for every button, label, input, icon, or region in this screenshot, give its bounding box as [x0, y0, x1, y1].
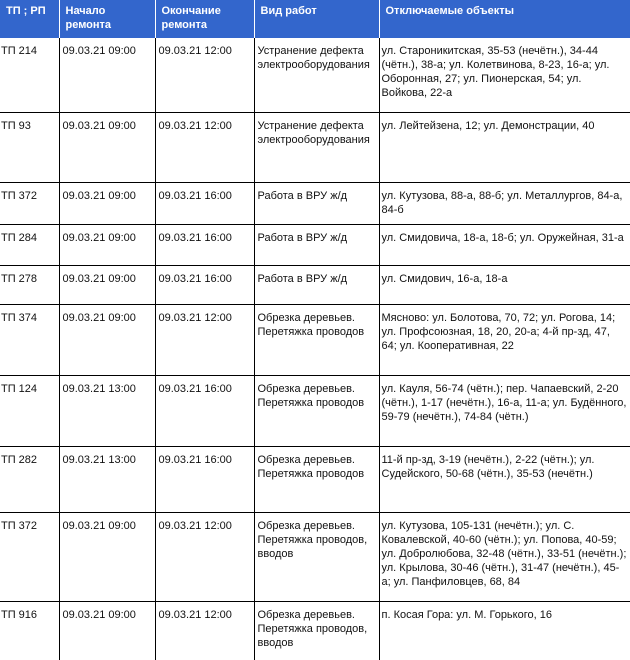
cell-start: 09.03.21 09:00: [59, 601, 155, 660]
cell-work: Устранение дефекта электрооборудования: [254, 38, 379, 112]
cell-tp: ТП 124: [0, 375, 59, 446]
table-row: [0, 375, 630, 446]
cell-objects: Мясново: ул. Болотова, 70, 72; ул. Рогова, 14; ул. Профсоюзная, 18, 20, 20-а; 4-й пр-зд, 47, 64; ул. Кооперативная, 22: [379, 304, 630, 375]
table-row: [0, 601, 630, 660]
table-row: [0, 224, 630, 265]
table-row: [0, 446, 630, 512]
cell-tp: ТП 282: [0, 446, 59, 512]
cell-objects: ул. Кауля, 56-74 (чётн.); пер. Чапаевский, 2-20 (чётн.), 1-17 (нечётн.), 16-а, 11-а; ул. Будённого, 59-79 (нечётн.), 74-84 (чётн.): [379, 375, 630, 446]
cell-objects: ул. Лейтейзена, 12; ул. Демонстрации, 40: [379, 112, 630, 182]
cell-start: 09.03.21 09:00: [59, 182, 155, 224]
cell-tp: ТП 372: [0, 512, 59, 601]
cell-objects: ул. Смидовича, 18-а, 18-б; ул. Оружейная, 31-а: [379, 224, 630, 265]
cell-work: Устранение дефекта электрооборудования: [254, 112, 379, 182]
table-row: [0, 182, 630, 224]
cell-end: 09.03.21 12:00: [155, 512, 254, 601]
cell-end: 09.03.21 16:00: [155, 375, 254, 446]
cell-start: 09.03.21 09:00: [59, 512, 155, 601]
cell-work: Работа в ВРУ ж/д: [254, 182, 379, 224]
cell-objects: ул. Кутузова, 105-131 (нечётн.); ул. С. Ковалевской, 40-60 (чётн.); ул. Попова, 40-59; ул. Добролюбова, 32-48 (чётн.), 33-51 (нечётн.); ул. Крылова, 30-46 (чётн.), 31-47 (нечётн.), 45-а; ул. Панфиловцев, 68, 84: [379, 512, 630, 601]
cell-end: 09.03.21 16:00: [155, 224, 254, 265]
cell-work: Работа в ВРУ ж/д: [254, 265, 379, 304]
cell-start: 09.03.21 09:00: [59, 304, 155, 375]
cell-work: Обрезка деревьев. Перетяжка проводов: [254, 446, 379, 512]
cell-start: 09.03.21 13:00: [59, 375, 155, 446]
cell-objects: 11-й пр-зд, 3-19 (нечётн.), 2-22 (чётн.); ул. Судейского, 50-68 (чётн.), 35-53 (нечётн.): [379, 446, 630, 512]
header-end: Окончание ремонта: [155, 0, 254, 38]
table-row: [0, 38, 630, 112]
table-header: [0, 0, 630, 38]
cell-start: 09.03.21 09:00: [59, 112, 155, 182]
cell-work: Обрезка деревьев. Перетяжка проводов: [254, 375, 379, 446]
cell-tp: ТП 278: [0, 265, 59, 304]
cell-end: 09.03.21 16:00: [155, 446, 254, 512]
cell-tp: ТП 374: [0, 304, 59, 375]
header-objects: Отключаемые объекты: [379, 0, 630, 38]
cell-work: Обрезка деревьев. Перетяжка проводов, вводов: [254, 601, 379, 660]
table-row: [0, 512, 630, 601]
header-tp: ТП ; РП: [0, 0, 59, 38]
cell-end: 09.03.21 12:00: [155, 304, 254, 375]
cell-work: Работа в ВРУ ж/д: [254, 224, 379, 265]
cell-objects: ул. Кутузова, 88-а, 88-б; ул. Металлургов, 84-а, 84-б: [379, 182, 630, 224]
cell-tp: ТП 93: [0, 112, 59, 182]
table-row: [0, 265, 630, 304]
cell-tp: ТП 214: [0, 38, 59, 112]
cell-end: 09.03.21 12:00: [155, 601, 254, 660]
cell-end: 09.03.21 16:00: [155, 265, 254, 304]
cell-objects: ул. Староникитская, 35-53 (нечётн.), 34-44 (чётн.), 38-а; ул. Колетвинова, 8-23, 16-а; ул. Оборонная, 27; ул. Пионерская, 54; ул. Войкова, 22-а: [379, 38, 630, 112]
table-row: [0, 112, 630, 182]
cell-start: 09.03.21 09:00: [59, 224, 155, 265]
cell-end: 09.03.21 12:00: [155, 112, 254, 182]
cell-objects: п. Косая Гора: ул. М. Горького, 16: [381, 608, 552, 621]
cell-start: 09.03.21 09:00: [59, 265, 155, 304]
cell-end: 09.03.21 16:00: [155, 182, 254, 224]
cell-start: 09.03.21 13:00: [59, 446, 155, 512]
header-start: Начало ремонта: [59, 0, 155, 38]
cell-start: 09.03.21 09:00: [59, 38, 155, 112]
cell-tp: ТП 372: [0, 182, 59, 224]
cell-tp: ТП 916: [0, 601, 59, 660]
cell-work: Обрезка деревьев. Перетяжка проводов, вводов: [254, 512, 379, 601]
cell-end: 09.03.21 12:00: [155, 38, 254, 112]
table-row: [0, 304, 630, 375]
header-work: Вид работ: [254, 0, 379, 38]
cell-work: Обрезка деревьев. Перетяжка проводов: [254, 304, 379, 375]
cell-tp: ТП 284: [0, 224, 59, 265]
cell-objects: ул. Смидович, 16-а, 18-а: [379, 265, 630, 304]
